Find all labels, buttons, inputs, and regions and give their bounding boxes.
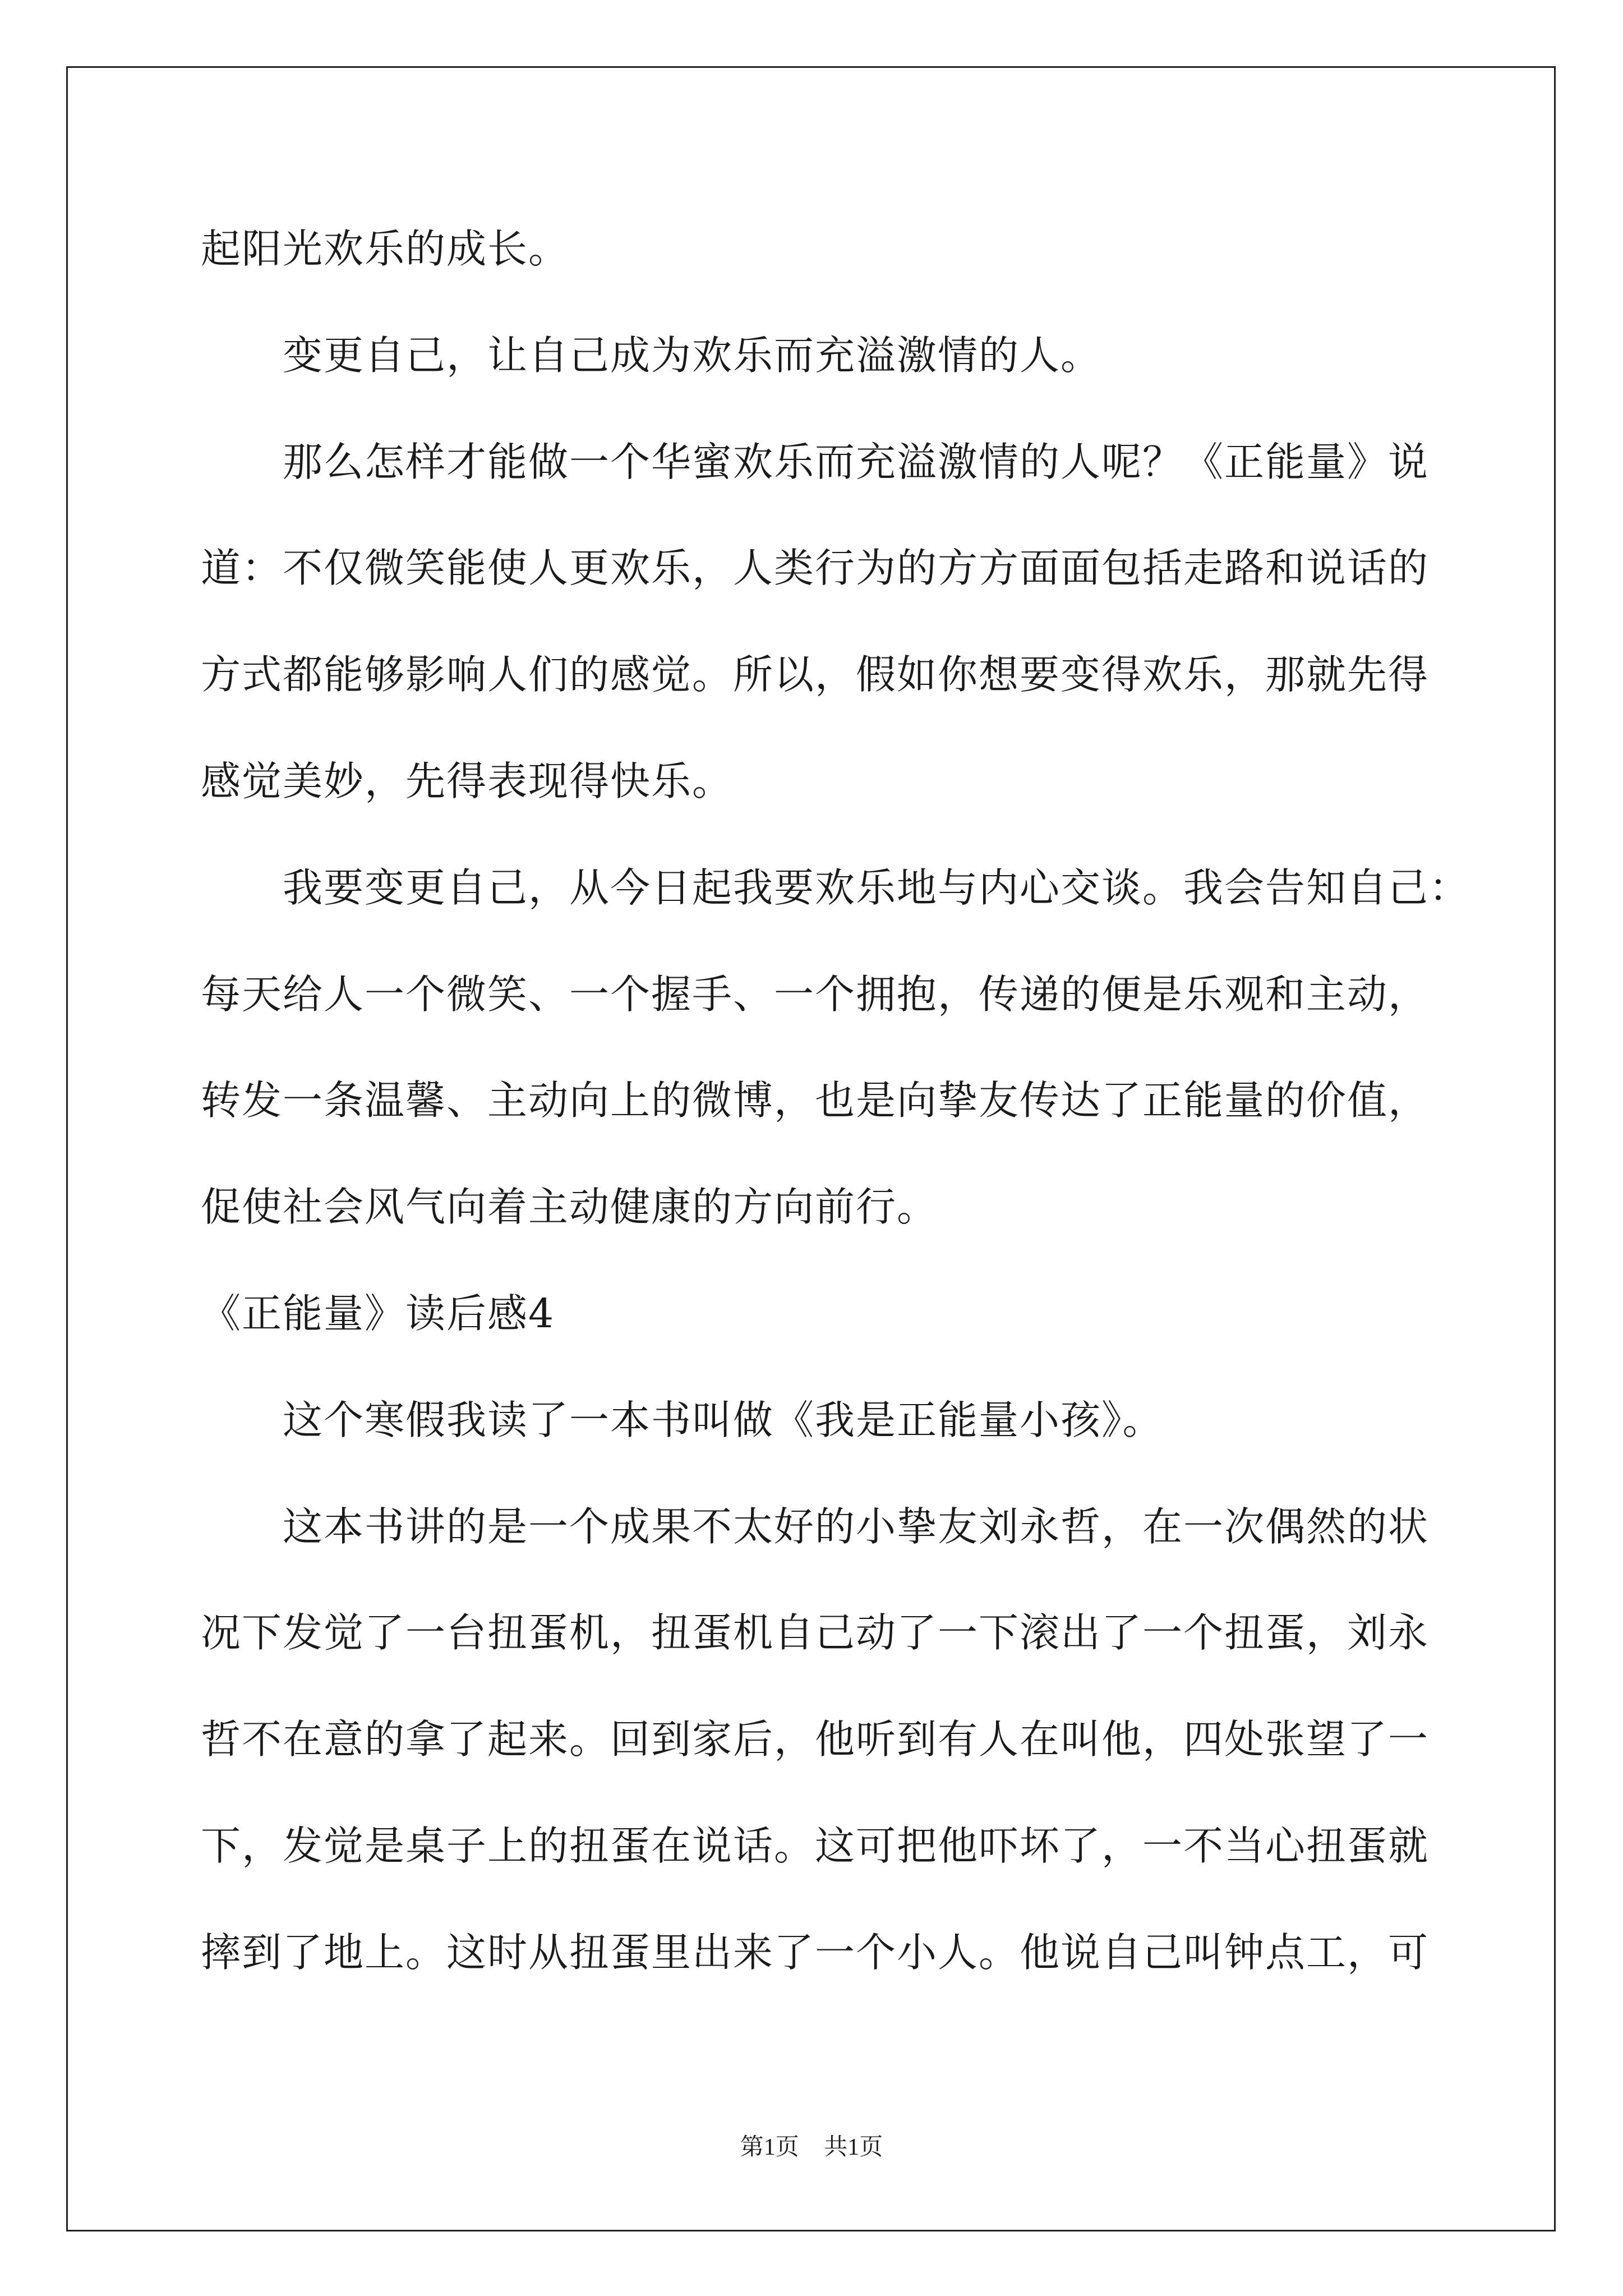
text-line: 转发一条温馨、主动向上的微博，也是向挚友传达了正能量的价值， [201,1077,1430,1124]
text-line: 摔到了地上。这时从扭蛋里出来了一个小人。他说自己叫钟点工，可 [201,1929,1430,1976]
page-number-footer: 第1页 共1页 [740,2134,883,2160]
text-line: 下，发觉是桌子上的扭蛋在说话。这可把他吓坏了，一不当心扭蛋就 [201,1822,1430,1869]
paragraph-first-line: 那么怎样才能做一个华蜜欢乐而充溢激情的人呢？《正能量》说 [283,438,1430,485]
text-line: 促使社会风气向着主动健康的方向前行。 [201,1184,938,1231]
text-line: 感觉美妙，先得表现得快乐。 [201,757,734,804]
text-line: 每天给人一个微笑、一个握手、一个拥抱，传递的便是乐观和主动， [201,970,1430,1018]
section-heading: 《正能量》读后感4 [201,1290,555,1337]
text-line: 方式都能够影响人们的感觉。所以，假如你想要变得欢乐，那就先得 [201,651,1430,698]
paragraph-first-line: 这本书讲的是一个成果不太好的小挚友刘永哲，在一次偶然的状 [283,1503,1430,1550]
text-line: 况下发觉了一台扭蛋机，扭蛋机自己动了一下滚出了一个扭蛋，刘永 [201,1609,1430,1657]
paragraph-first-line: 我要变更自己，从今日起我要欢乐地与内心交谈。我会告知自己： [283,864,1470,911]
text-line: 哲不在意的拿了起来。回到家后，他听到有人在叫他，四处张望了一 [201,1716,1430,1763]
paragraph-first-line: 这个寒假我读了一本书叫做《我是正能量小孩》。 [283,1396,1164,1443]
paragraph-first-line: 变更自己，让自己成为欢乐而充溢激情的人。 [283,332,1102,379]
text-line: 起阳光欢乐的成长。 [201,226,570,272]
body-text [201,196,1491,2006]
text-line: 道：不仅微笑能使人更欢乐，人类行为的方方面面包括走路和说话的 [201,545,1430,592]
